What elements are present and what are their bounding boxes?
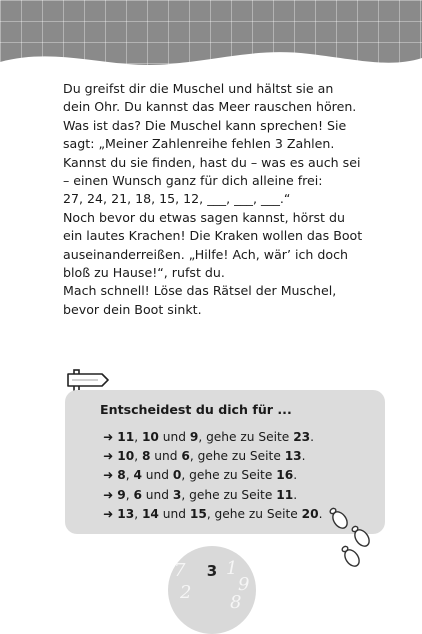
option-conjunction: und (141, 468, 173, 483)
arrow-right-icon: ➜ (103, 449, 114, 464)
story-paragraph-crash: Noch bevor du etwas sagen kannst, hörst du ein lautes Krachen! Die Kraken wollen das Boot auseinanderreißen. „Hilfe! Ach, wär’ ich doch bloß zu Hause!“, rufst du. (63, 209, 363, 281)
option-page-number: 13 (284, 449, 302, 464)
option-separator: , (125, 468, 134, 483)
option-number: 8 (117, 468, 126, 483)
option-goto-text: , gehe zu Seite (181, 487, 277, 502)
decorative-digits (168, 546, 256, 634)
option-end: . (310, 430, 315, 444)
option-number: 6 (133, 487, 142, 502)
option-conjunction: und (158, 506, 190, 521)
story-number-sequence: 27, 24, 21, 18, 15, 12, ___, ___, ___.“ (63, 191, 291, 207)
option-goto-text: , gehe zu Seite (181, 468, 277, 483)
svg-text:7: 7 (174, 560, 186, 581)
svg-text:1: 1 (226, 558, 238, 579)
svg-text:2: 2 (180, 582, 192, 603)
arrow-right-icon: ➜ (103, 506, 114, 521)
option-goto-text: , gehe zu Seite (206, 506, 302, 521)
option-conjunction: und (150, 449, 182, 464)
arrow-right-icon: ➜ (103, 487, 114, 502)
option-number: 15 (189, 506, 207, 521)
option-separator: , (125, 487, 134, 502)
story-text (63, 80, 363, 319)
page-number-badge (168, 546, 256, 634)
option-page-number: 23 (293, 430, 311, 444)
arrow-right-icon: ➜ (103, 430, 114, 444)
option-separator: , (134, 430, 142, 444)
option-number: 13 (117, 506, 135, 521)
decision-title: Entscheidest du dich für ... (100, 402, 292, 417)
option-number: 8 (141, 449, 151, 464)
decision-option-3[interactable] (103, 466, 323, 485)
decision-option-4[interactable] (103, 486, 323, 505)
option-page-number: 11 (276, 487, 294, 502)
option-number: 9 (189, 430, 199, 444)
option-number: 3 (172, 487, 182, 502)
decision-options (103, 428, 323, 524)
option-number: 11 (117, 430, 135, 444)
option-end: . (318, 506, 323, 521)
arrow-right-icon: ➜ (103, 468, 114, 483)
option-separator: , (134, 449, 142, 464)
option-conjunction: und (141, 487, 173, 502)
option-end: . (293, 468, 298, 483)
option-end: . (301, 449, 306, 464)
footprints-icon (318, 502, 388, 572)
option-goto-text: , gehe zu Seite (189, 449, 285, 464)
decision-option-1[interactable] (103, 428, 323, 447)
option-conjunction: und (158, 430, 190, 444)
option-number: 9 (117, 487, 126, 502)
decision-option-2[interactable] (103, 447, 323, 466)
option-number: 0 (172, 468, 182, 483)
decision-option-5[interactable] (103, 505, 323, 524)
option-number: 10 (117, 449, 135, 464)
page-number: 3 (206, 562, 218, 580)
story-paragraph-intro: Du greifst dir die Muschel und hältst sie an dein Ohr. Du kannst das Meer rauschen hören. Was ist das? Die Muschel kann sprechen! Sie sagt: „Meiner Zahlenreihe fehlen 3 Zahlen. Kannst du sie finden, hast du – was es auch sei – einen Wunsch ganz für dich alleine frei: (63, 81, 361, 189)
option-page-number: 16 (276, 468, 294, 483)
story-paragraph-hurry: Mach schnell! Löse das Rätsel der Muschel, bevor dein Boot sinkt. (63, 283, 337, 317)
option-end: . (293, 487, 298, 502)
option-page-number: 20 (301, 506, 319, 521)
option-goto-text: , gehe zu Seite (198, 430, 294, 444)
svg-text:8: 8 (230, 592, 242, 613)
option-number: 4 (133, 468, 142, 483)
option-number: 14 (141, 506, 159, 521)
option-separator: , (134, 506, 142, 521)
option-number: 10 (141, 430, 159, 444)
option-number: 6 (181, 449, 190, 464)
svg-text:9: 9 (238, 574, 250, 595)
